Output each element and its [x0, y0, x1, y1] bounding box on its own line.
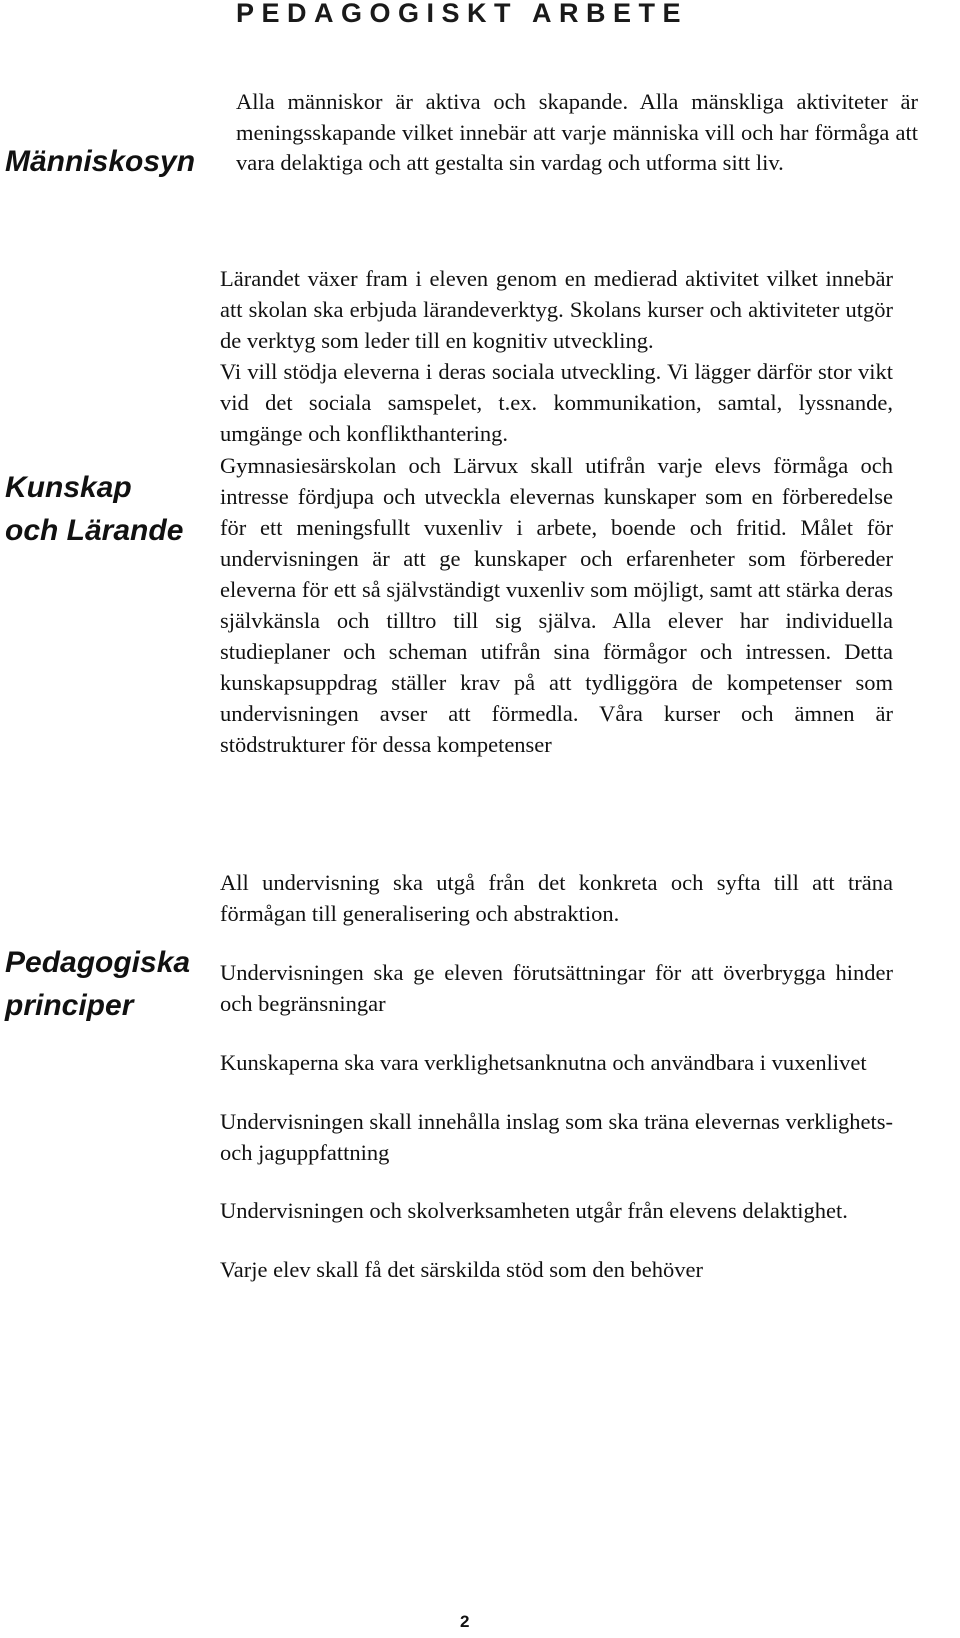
- kunskap-paragraph-3: Gymnasiesärskolan och Lärvux skall utifrån varje elevs förmåga och intresse fördjupa och utveckla elevernas kunskaper som en förberedelse för ett meningsfullt vuxenliv i arbete, boende och fritid. Målet för undervisningen är att ge kunskaper och erfarenheter som förbereder eleverna för ett så självständigt vuxenliv som möjligt, samt att stärka deras självkänsla och tilltro till sig själva. Alla elever har individuella studieplaner och scheman utifrån sina förmågor och intressen. Detta kunskapsuppdrag ställer krav på att tydliggöra de kompetenser som undervisningen avser att förmedla. Våra kurser och ämnen är stödstrukturer för dessa kompetenser: [220, 452, 893, 758]
- principer-paragraph-6: Varje elev skall få det särskilda stöd som den behöver: [220, 1257, 703, 1283]
- manniskosyn-paragraph-1: Alla människor är aktiva och skapande. Alla mänskliga aktiviteter är meningsskapande vilket innebär att varje människa vill och har förmåga att vara delaktiga och att gestalta sin vardag och utforma sitt liv.: [236, 89, 918, 175]
- section-body-manniskosyn: [236, 87, 918, 179]
- principer-paragraph-1: All undervisning ska utgå från det konkreta och syfta till att träna förmågan till generalisering och abstraktion.: [220, 870, 893, 927]
- principer-paragraph-4: Undervisningen skall innehålla inslag som ska träna elevernas verklighets- och jaguppfattning: [220, 1108, 893, 1165]
- principer-paragraph-3: Kunskaperna ska vara verklighetsanknutna och användbara i vuxenlivet: [220, 1049, 867, 1075]
- principer-paragraph-2: Undervisningen ska ge eleven förutsättningar för att överbrygga hinder och begränsningar: [220, 959, 893, 1017]
- section-label-kunskap: [5, 466, 183, 552]
- kunskap-paragraph-1: Lärandet växer fram i eleven genom en medierad aktivitet vilket innebär att skolan ska erbjuda lärandeverktyg. Skolans kurser och aktiviteter utgör de verktyg som leder till en kognitiv utveckling.: [220, 266, 893, 354]
- section-label-principer: [5, 941, 190, 1027]
- section-label-principer-line-1: Pedagogiska: [5, 946, 191, 979]
- section-body-principer: [220, 867, 893, 1313]
- principer-paragraph-5: Undervisningen och skolverksamheten utgår från elevens delaktighet.: [220, 1198, 848, 1224]
- section-label-kunskap-line-2: och Lärande: [5, 514, 184, 547]
- page-header-title: PEDAGOGISKT ARBETE: [236, 0, 689, 28]
- kunskap-paragraph-2: Vi vill stödja eleverna i deras sociala utveckling. Vi lägger därför stor vikt vid det sociala samspelet, t.ex. kommunikation, samtal, lyssnande, umgänge och konflikthantering.: [220, 359, 893, 447]
- section-label-principer-line-2: principer: [5, 989, 134, 1022]
- section-label-manniskosyn-text: Människosyn: [5, 145, 196, 178]
- section-label-manniskosyn: [5, 140, 195, 183]
- section-label-kunskap-line-1: Kunskap: [5, 471, 132, 504]
- section-body-kunskap: [220, 263, 893, 761]
- page-number: 2: [460, 1612, 470, 1631]
